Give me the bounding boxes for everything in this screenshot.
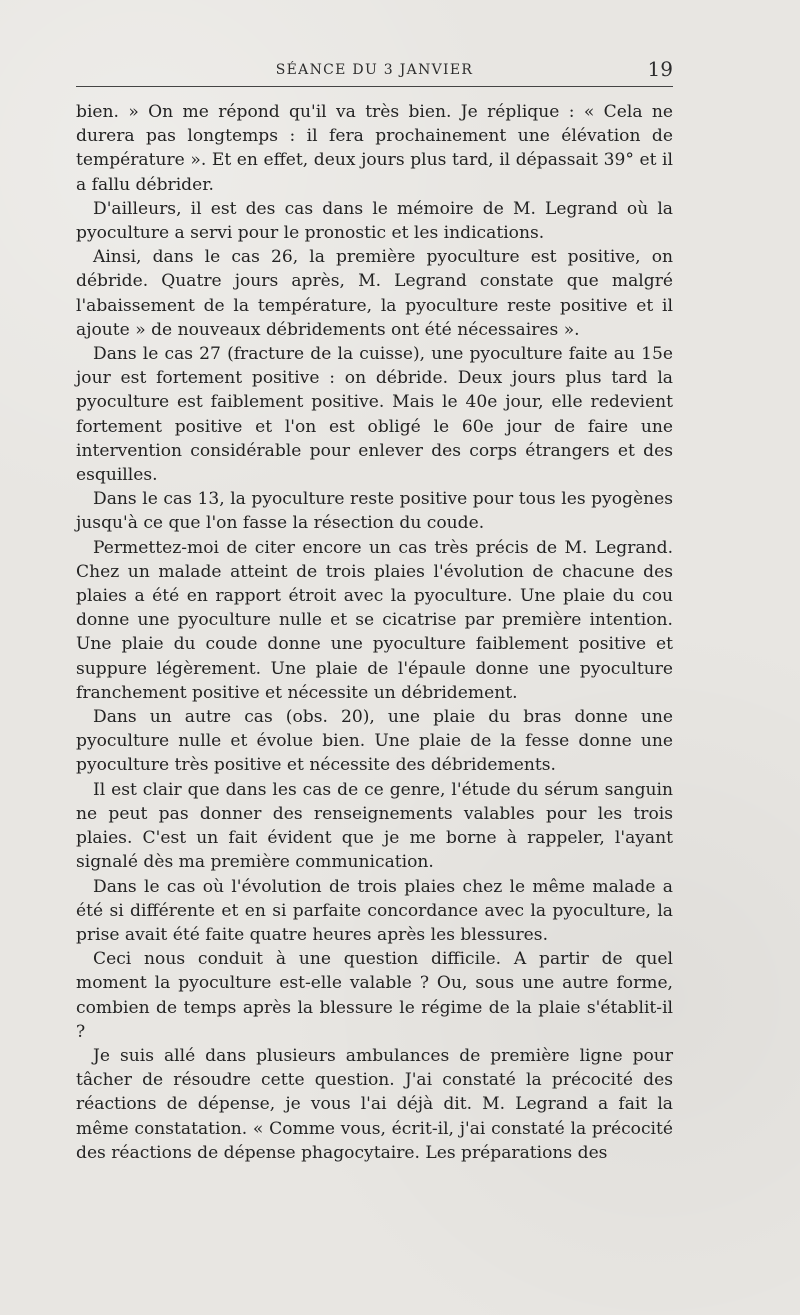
paragraph-question: Ceci nous conduit à une question difficile. A partir de quel moment la pyoculture est-elle valable ? Ou, sous une autre forme, combien de temps après la blessure le régime de la plaie s'établit-il ? xyxy=(76,949,673,1042)
session-title: SÉANCE DU 3 JANVIER xyxy=(275,62,474,78)
paragraph-ambulances: Je suis allé dans plusieurs ambulances de première ligne pour tâcher de résoudre cette question. J'ai constaté la précocité des réactions de dépense, je vous l'ai déjà dit. M. Legrand a fait la même constatation. « Comme vous, écrit-il, j'ai constaté la précocité des réactions de dépense phagocytaire. Les préparations des xyxy=(76,1045,673,1163)
paragraph-legrand-memoir: D'ailleurs, il est des cas dans le mémoire de M. Legrand où la pyoculture a servi pour le pronostic et les indications. xyxy=(76,198,673,244)
paragraph-observation-20: Dans un autre cas (obs. 20), une plaie du bras donne une pyoculture nulle et évolue bien. Une plaie de la fesse donne une pyoculture très positive et nécessite des débridements. xyxy=(76,707,673,776)
article-body xyxy=(76,100,673,1165)
page-number: 19 xyxy=(647,57,673,81)
paragraph-case-13: Dans le cas 13, la pyoculture reste positive pour tous les pyogènes jusqu'à ce que l'on fasse la résection du coude. xyxy=(76,489,673,534)
paragraph-case-26: Ainsi, dans le cas 26, la première pyoculture est positive, on débride. Quatre jours après, M. Legrand constate que malgré l'abaissement de la température, la pyoculture reste positive et il ajoute » de nouveaux débridements ont été nécessaires ». xyxy=(76,247,673,340)
paragraph-continuation: bien. » On me répond qu'il va très bien. Je réplique : « Cela ne durera pas longtemps : il fera prochainement une élévation de température ». Et en effet, deux jours plus tard, il dépassait 39° et il a fallu débrider. xyxy=(76,102,673,195)
paragraph-three-wounds: Permettez-moi de citer encore un cas très précis de M. Legrand. Chez un malade atteint de trois plaies l'évolution de chacune des plaies a été en rapport étroit avec la pyoculture. Une plaie du cou donne une pyoculture nulle et se cicatrise par première intention. Une plaie du coude donne une pyoculture faiblement positive et suppure légèrement. Une plaie de l'épaule donne une pyoculture franchement positive et nécessite un débridement. xyxy=(76,537,673,703)
paragraph-serum-limits: Il est clair que dans les cas de ce genre, l'étude du sérum sanguin ne peut pas donner des renseignements valables pour les trois plaies. C'est un fait évident que je me borne à rappeler, l'ayant signalé dès ma première communication. xyxy=(76,779,673,873)
paragraph-timing: Dans le cas où l'évolution de trois plaies chez le même malade a été si différente et en si parfaite concordance avec la pyoculture, la prise avait été faite quatre heures après les blessures. xyxy=(76,876,673,945)
running-header xyxy=(76,50,673,87)
paragraph-case-27: Dans le cas 27 (fracture de la cuisse), une pyoculture faite au 15e jour est fortement positive : on débride. Deux jours plus tard la pyoculture est faiblement positive. Mais le 40e jour, elle redevient fortement positive et l'on est obligé le 60e jour de faire une intervention considérable pour enlever des corps étrangers et des esquilles. xyxy=(76,344,673,486)
